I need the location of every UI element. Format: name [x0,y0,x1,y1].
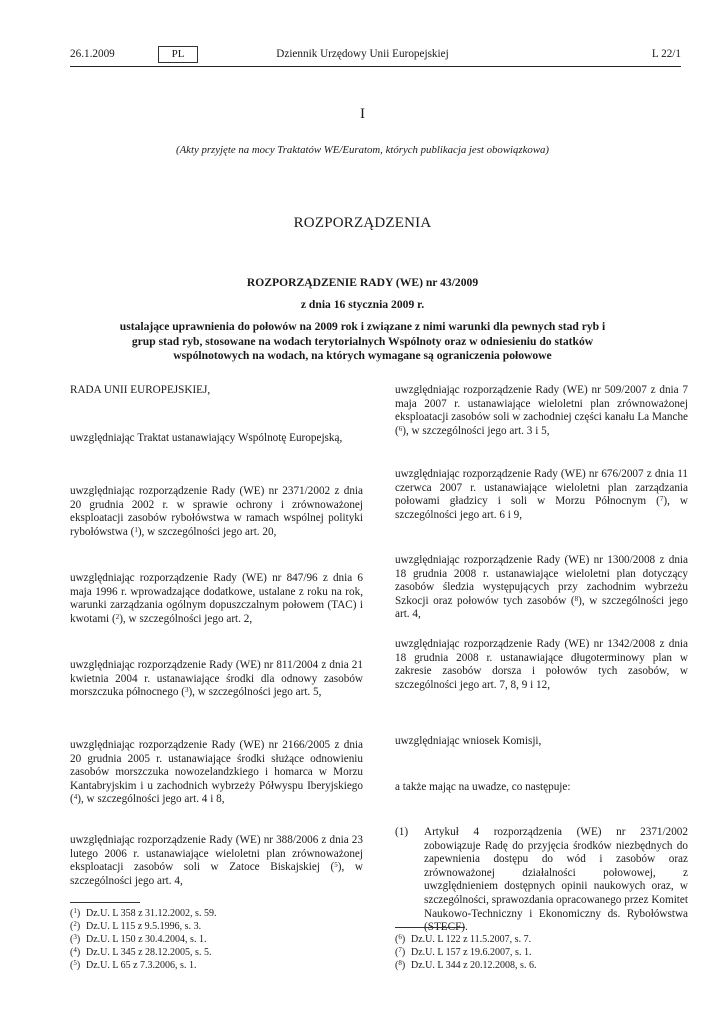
footnote-ref-5: 5 [334,861,338,870]
footnote: ($^6$) Dz.U. L 122 z 11.5.2007, s. 7. [395,933,532,945]
footnotes-left [70,907,216,972]
citation-509-2007: uwzględniając rozporządzenie Rady (WE) nr 509/2007 z dnia 7 maja 2007 r. ustanawiające wieloletni plan zrównoważonej eksploatacji zasobów soli w zachodniej części kanału La Manche ($^6$), w szczególności jego art. 3 i 5, [395,384,688,437]
citation-388-2006: uwzględniając rozporządzenie Rady (WE) nr 388/2006 z dnia 23 lutego 2006 r. ustanawiające wieloletni plan zrównoważonej eksploatacji zasobów soli w Zatoce Biskajskiej ($^5$), w szczególności jego art. 4, [70,834,363,887]
header-date: 26.1.2009 [70,48,115,60]
citation-2371-2002: uwzględniając rozporządzenie Rady (WE) nr 2371/2002 z dnia 20 grudnia 2002 r. w sprawie ochrony i zrównoważonej eksploatacji zasobów rybołówstwa w ramach wspólnej polityki rybołówstwa ($^1$), w szczególności jego art. 20, [70,485,363,538]
recital-number: (1) [395,826,409,838]
citation-676-2007: uwzględniając rozporządzenie Rady (WE) nr 676/2007 z dnia 11 czerwca 2007 r. ustanawiające wieloletni plan zarządzania połowami gładzicy i soli w Morzu Północnym ($^7$), w szczególności jego art. 6 i 9, [395,468,688,521]
footnote-ref-3: 3 [184,686,189,695]
footnote: ($^1$) Dz.U. L 358 z 31.12.2002, s. 59. [70,907,217,919]
citation-2166-2005: uwzględniając rozporządzenie Rady (WE) nr 2166/2005 z dnia 20 grudnia 2005 r. ustanawiające środki służące odnowieniu zasobów morszczuka nowozelandzkiego i homarca w Morzu Kantabryjskim i u zachodnich wybrzeży Półwyspu Iberyjskiego ($^4$), w szczególności jego art. 4 i 8, [70,739,363,806]
footnote: ($^2$) Dz.U. L 115 z 9.5.1996, s. 3. [70,920,202,932]
footnote-ref-7: 7 [659,495,664,504]
journal-title: Dziennik Urzędowy Unii Europejskiej [276,48,449,60]
citation-treaty: uwzględniając Traktat ustanawiający Wspólnotę Europejską, [70,432,343,444]
regulation-number: ROZPORZĄDZENIE RADY (WE) nr 43/2009 [246,276,479,289]
footnote: ($^5$) Dz.U. L 65 z 7.3.2006, s. 1. [70,959,197,971]
right-column [395,384,688,934]
regulation-date: z dnia 16 stycznia 2009 r. [300,298,425,311]
footnotes-right [395,933,536,972]
citation-1342-2008: uwzględniając rozporządzenie Rady (WE) nr 1342/2008 z dnia 18 grudnia 2008 r. ustanawiające długoterminowy plan w zakresie zasobów dorsza i połowów tych zasobów, w szczególności jego art. 7, 8, 9 i 12, [395,638,688,691]
recital-text: Artykuł 4 rozporządzenia (WE) nr 2371/2002 zobowiązuje Radę do przyjęcia środków niezbędnych do zapewnienia dostępu do wód i zasobów oraz zrównoważonej działalności połowowej, z uwzględnieniem dostępnych opinii naukowych oraz, w szczególności, sprawozdania opracowanego przez Komitet Naukowo-Techniczny i Ekonomiczny ds. Rybołówstwa (STECF). [424,826,688,934]
section-note: (Akty przyjęte na mocy Traktatów WE/Euratom, których publikacja jest obowiązkowa) [175,144,550,156]
footnote: ($^8$) Dz.U. L 344 z 20.12.2008, s. 6. [395,959,537,971]
language-badge: PL [158,46,198,63]
footnote-ref-4: 4 [73,793,78,802]
footnote: ($^7$) Dz.U. L 157 z 19.6.2007, s. 1. [395,946,532,958]
citation-811-2004: uwzględniając rozporządzenie Rady (WE) nr 811/2004 z dnia 21 kwietnia 2004 r. ustanawiające środki dla odnowy zasobów morszczuka północnego ($^3$), w szczególności jego art. 5, [70,659,363,699]
footnote-ref-8: 8 [574,594,579,603]
regulation-title: ustalające uprawnienia do połowów na 2009 rok i związane z nimi warunki dla pewnych stad ryb i grup stad ryb, stosowane na wodach terytorialnych Wspólnoty oraz w odniesieniu do statków wspólnotowych na wodach, na których wymagane są ograniczenia połowowe [119,320,606,362]
section-heading: ROZPORZĄDZENIA [293,215,432,231]
preamble-council: RADA UNII EUROPEJSKIEJ, [70,384,211,396]
recitals-intro: a także mając na uwadze, co następuje: [395,781,571,793]
footnote-ref-6: 6 [398,424,403,433]
footnote-ref-1: 1 [134,525,138,534]
section-roman: I [360,106,365,122]
left-column [70,384,363,904]
footnote-divider-left [70,902,140,903]
footnote-ref-2: 2 [115,612,120,621]
citation-847-96: uwzględniając rozporządzenie Rady (WE) nr 847/96 z dnia 6 maja 1996 r. wprowadzające dodatkowe, ustalane z roku na rok, warunki zarządzania ogólnym dopuszczalnym połowem (TAC) i kwotami ($^2$), w szczególności jego art. 2, [70,572,363,625]
header-divider [70,66,681,67]
citation-commission-proposal: uwzględniając wniosek Komisji, [395,735,542,747]
footnote-divider-right [395,927,465,928]
footnote: ($^4$) Dz.U. L 345 z 28.12.2005, s. 5. [70,946,212,958]
page-number: L 22/1 [651,48,681,60]
citation-1300-2008: uwzględniając rozporządzenie Rady (WE) nr 1300/2008 z dnia 18 grudnia 2008 r. ustanawiające wieloletni plan dotyczący zasobów śledzia występujących przy zachodnim wybrzeżu Szkocji oraz połowów tych zasobów ($^8$), w szczególności jego art. 4, [395,554,688,621]
footnote: ($^3$) Dz.U. L 150 z 30.4.2004, s. 1. [70,933,207,945]
